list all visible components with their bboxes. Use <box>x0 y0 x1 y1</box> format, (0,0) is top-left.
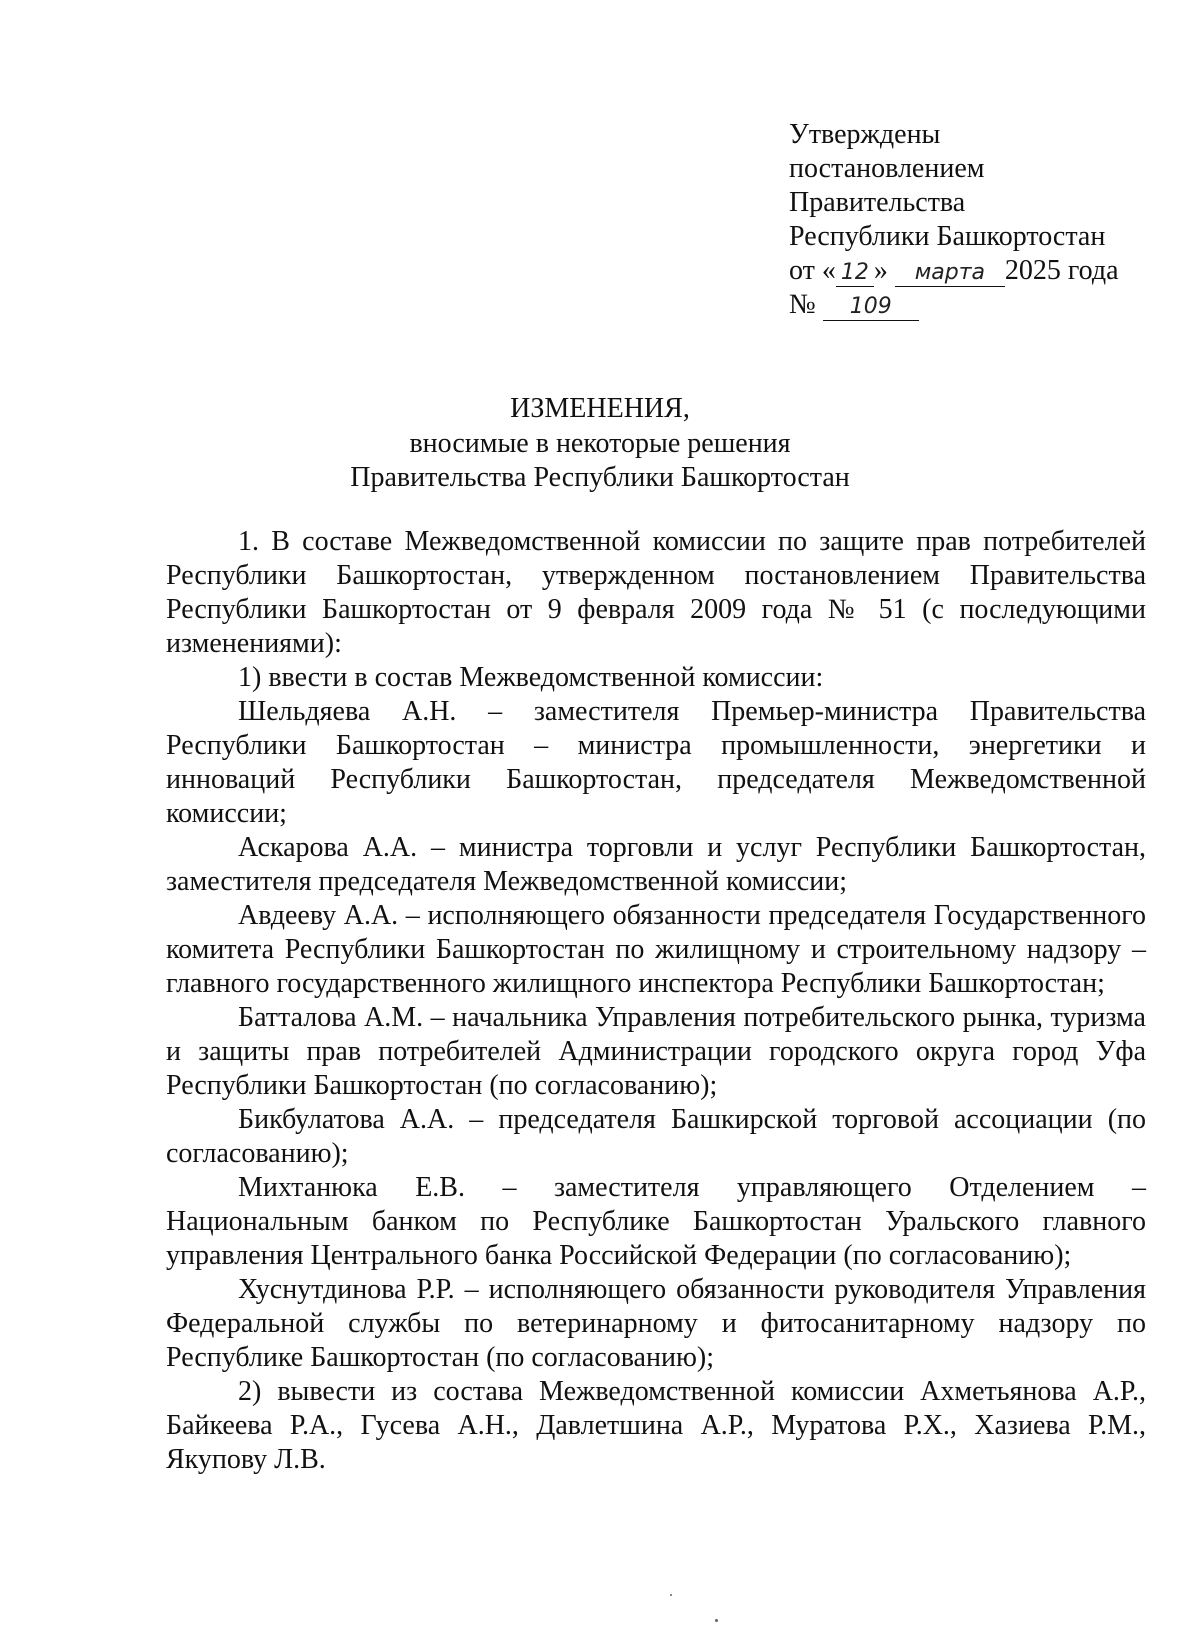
document-subtitle-line1: вносимые в некоторые решения <box>409 428 791 459</box>
paragraph-member-avdeeva: Авдееву А.А. – исполняющего обязанности председателя Государственного комитета Республики Башкортостан по жилищному и строительному надзору – главного государственного жилищного инспектора Республики Башкортостан; <box>166 900 1146 999</box>
scan-speck <box>670 1594 672 1596</box>
date-day-handwritten: 12 <box>836 260 874 287</box>
paragraph-item1-intro: 1. В составе Межведомственной комиссии по защите прав потребителей Республики Башкортостан, утвержденном постановлением Правительства Республики Башкортостан от 9 февраля 2009 года № 51 (с последующими изменениями): <box>166 526 1146 659</box>
approval-line: Правительства <box>789 187 966 218</box>
approval-number-line <box>789 288 1189 322</box>
date-prefix: от « <box>789 255 836 286</box>
document-subtitle-line2: Правительства Республики Башкортостан <box>350 462 850 493</box>
date-year: 2025 года <box>1004 255 1119 286</box>
date-month-handwritten: марта <box>895 260 1005 287</box>
date-close-quote: » <box>873 255 888 286</box>
number-handwritten: 109 <box>823 294 919 321</box>
paragraph-member-bikbulatov: Бикбулатова А.А. – председателя Башкирской торговой ассоциации (по согласованию); <box>166 1104 1146 1169</box>
approval-date-line <box>789 254 1189 288</box>
paragraph-member-sheldyaev: Шельдяева А.Н. – заместителя Премьер-министра Правительства Республики Башкортостан – министра промышленности, энергетики и инноваций Республики Башкортостан, председателя Межведомственной комиссии; <box>166 696 1146 829</box>
paragraph-member-khusnutdinov: Хуснутдинова Р.Р. – исполняющего обязанности руководителя Управления Федеральной службы по ветеринарному и фитосанитарному надзору по Республике Башкортостан (по согласованию); <box>166 1274 1146 1373</box>
paragraph-member-battalov: Батталова А.М. – начальника Управления потребительского рынка, туризма и защиты прав потребителей Администрации городского округа город Уфа Республики Башкортостан (по согласованию); <box>166 1002 1146 1101</box>
document-title: ИЗМЕНЕНИЯ, <box>510 393 690 424</box>
paragraph-member-mikhtanyuk: Михтанюка Е.В. – заместителя управляющего Отделением – Национальным банком по Республике Башкортостан Уральского главного управления Центрального банка Российской Федерации (по согласованию); <box>166 1172 1146 1271</box>
approval-block <box>789 118 1189 322</box>
number-prefix: № <box>789 289 816 320</box>
paragraph-subitem2: 2) вывести из состава Межведомственной комиссии Ахметьянова А.Р., Байкеева Р.А., Гусева А.Н., Давлетшина А.Р., Муратова Р.Х., Хазиева Р.М., Якупову Л.В. <box>166 1376 1146 1475</box>
scan-speck <box>715 1619 718 1622</box>
paragraph-member-askarov: Аскарова А.А. – министра торговли и услуг Республики Башкортостан, заместителя председателя Межведомственной комиссии; <box>166 832 1146 897</box>
approval-line: Республики Башкортостан <box>789 221 1106 252</box>
document-body <box>166 525 1146 1477</box>
approval-line: Утверждены <box>789 119 941 150</box>
paragraph-subitem1: 1) ввести в состав Межведомственной комиссии: <box>238 662 824 693</box>
approval-line: постановлением <box>789 153 985 184</box>
